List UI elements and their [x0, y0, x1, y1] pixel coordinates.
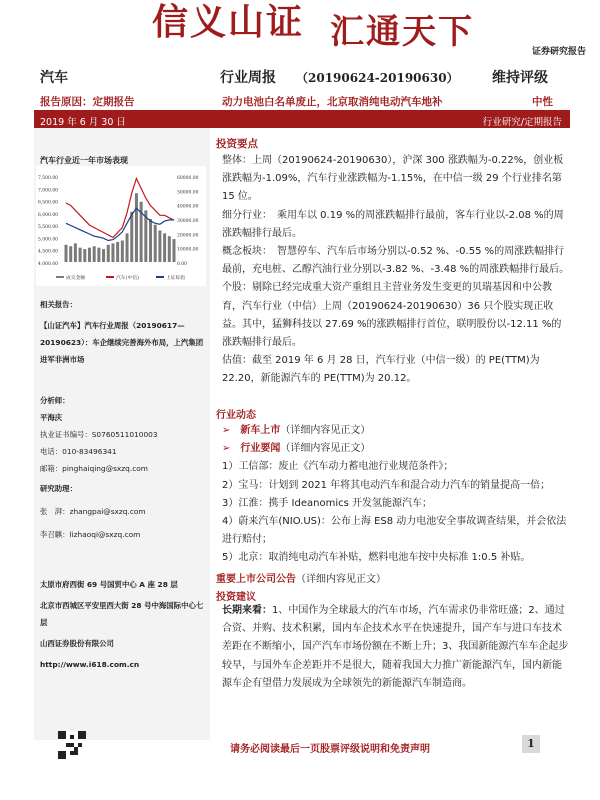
report-reason: 报告原因：定期报告 [40, 96, 135, 108]
right-tick-label: 30000.00 [177, 219, 199, 224]
headline: 动力电池白名单废止，北京取消纯电动汽车地补 [222, 96, 443, 108]
right-tick-label: 50000.00 [177, 190, 199, 196]
news-item: 3）江淮：携手 Ideanomics 开发氢能源汽车； [222, 497, 432, 509]
legend-swatch [156, 276, 164, 278]
volume-bar [121, 241, 124, 263]
company-website[interactable]: http://www.i618.com.cn [40, 660, 140, 669]
arrow-icon: ➢ [222, 443, 231, 455]
news-detail: （详细内容见正文） [280, 443, 371, 455]
right-tick-label: 40000.00 [177, 204, 199, 210]
assistant-section [40, 480, 208, 543]
news-link[interactable]: 行业要闻 [240, 443, 281, 455]
key-points-body [222, 152, 570, 389]
related-section [40, 296, 208, 368]
address-section [40, 576, 208, 673]
left-tick-label: 5,000.00 [38, 237, 59, 243]
right-tick-label: 60000.00 [177, 176, 199, 181]
news-item: 5）北京：取消纯电动汽车补贴，燃料电池车按中央标准 1:0.5 补贴。 [222, 552, 531, 564]
para-stocks: 个股：剔除已经完成重大资产重组且主营业务发生变更的贝瑞基因和中公教育，汽车行业（中信）上周（20190624-20190630）36 只个股实现正收益。其中，猛狮科技以 27.69 %的涨跌幅排行首位，联明股份以-12.11 %的涨跌幅排行最后。 [222, 282, 562, 349]
left-tick-label: 4,000.00 [38, 262, 59, 267]
chart-title: 汽车行业近一年市场表现 [40, 156, 128, 165]
volume-bar [135, 193, 138, 262]
company-announcements-link[interactable]: 重要上市公司公告 [216, 574, 296, 585]
address-taiyuan: 太原市府西街 69 号国贸中心 A 座 28 层 [40, 580, 178, 589]
volume-bar [97, 248, 100, 262]
left-tick-label: 6,000.00 [38, 212, 59, 218]
news-item: 1）工信部：废止《汽车动力蓄电池行业规范条件》； [222, 461, 454, 473]
volume-bar [173, 239, 176, 262]
news-line [222, 440, 570, 458]
advice-lead: 长期来看： [222, 605, 272, 616]
related-title: 相关报告： [40, 300, 77, 309]
assistant-2[interactable]: 李召麒：lizhaoqi@sxzq.com [40, 530, 141, 539]
volume-bar [130, 212, 133, 262]
date-range: （20190624-20190630） [296, 71, 459, 85]
section-title-key-points: 投资要点 [216, 138, 258, 150]
volume-bar [168, 236, 171, 262]
brand-header-logo [0, 0, 600, 66]
assistant-title: 研究助理： [40, 484, 77, 493]
logo-subtitle: 证券研究报告 [531, 47, 586, 57]
report-date: 2019 年 6 月 30 日 [40, 117, 126, 128]
section-title-industry-dynamics: 行业动态 [216, 410, 256, 421]
para-valuation: 估值：截至 2019 年 6 月 28 日，汽车行业（中信一级）的 PE(TTM)为 22.20，新能源汽车的 PE(TTM)为 20.12。 [222, 355, 540, 385]
report-category: 行业研究/定期报告 [482, 117, 562, 128]
news-item: 2）宝马：计划到 2021 年将其电动汽车和混合动力汽车的销量提高一倍； [222, 479, 551, 491]
legend-label: 成交金额 [66, 276, 86, 281]
new-cars-line [222, 422, 570, 440]
volume-bar [93, 246, 96, 262]
logo-text-right: 汇通天下 [330, 12, 474, 52]
new-cars-detail: （详细内容见正文） [280, 425, 371, 436]
volume-bar [111, 243, 114, 262]
volume-bar [158, 230, 161, 262]
news-item: 4）蔚来汽车(NIO.US)：公布上海 ES8 动力电池安全事故调查结果，并会依法进行赔付； [222, 516, 567, 546]
qr-code-icon [58, 731, 86, 759]
address-beijing: 北京市西城区平安里西大街 28 号中海国际中心七层 [40, 601, 204, 627]
license-number: 执业证书编号：S0760511010003 [40, 430, 158, 439]
left-tick-label: 6,500.00 [38, 200, 59, 206]
market-performance-chart [36, 166, 206, 286]
left-tick-label: 4,500.00 [38, 249, 59, 255]
left-tick-label: 7,000.00 [38, 188, 59, 194]
volume-bar [140, 202, 143, 262]
assistant-1[interactable]: 张 湃：zhangpai@sxzq.com [40, 507, 146, 516]
chart-legend [56, 274, 185, 281]
left-tick-label: 7,500.00 [38, 176, 59, 181]
page-number: 1 [522, 735, 540, 753]
industry-dynamics-body [222, 422, 570, 568]
para-subsector: 细分行业： 乘用车以 0.19 %的周涨跌幅排行最前，客车行业以-2.08 %的周涨跌幅排行最后。 [222, 209, 564, 239]
advice-body [222, 602, 570, 693]
volume-bar [154, 225, 157, 262]
rating-title: 维持评级 [492, 70, 548, 86]
arrow-icon: ➢ [222, 425, 231, 436]
analyst-email[interactable]: 邮箱：pinghaiqing@sxzq.com [40, 464, 148, 473]
volume-bar [69, 246, 72, 262]
volume-bar [83, 249, 86, 262]
right-tick-label: 20000.00 [177, 233, 199, 239]
volume-bar [149, 219, 152, 262]
volume-bar [107, 245, 110, 262]
volume-bar [116, 242, 119, 262]
right-tick-label: 0.00 [177, 262, 188, 267]
company-announcements-line [216, 570, 386, 585]
volume-bar [88, 248, 91, 262]
section-title-advice: 投资建议 [216, 592, 256, 603]
disclaimer-note: 请务必阅读最后一页股票评级说明和免责声明 [230, 744, 430, 755]
report-type: 行业周报 [220, 70, 276, 86]
legend-label: 汽车(中信) [116, 276, 139, 281]
legend-swatch [106, 276, 114, 278]
advice-text: 1、中国作为全球最大的汽车市场，汽车需求仍非常旺盛；2、通过合资、并购、技术积累，国内车企技术水平在快速提升，国产车与进口车技术差距在不断缩小，国产汽车市场份额在不断上升；3、我国新能源汽车车企起步较早，与国外车企差距并不是很大，随着我国大力推广新能源汽车，国内新能源车企有望借力发展成为全球领先的新能源汽车制造商。 [222, 605, 569, 689]
analyst-section [40, 392, 208, 477]
para-concepts: 概念板块： 智慧停车、汽车后市场分别以-0.52 %、-0.55 %的周涨跌幅排行最前，充电桩、乙醇汽油行业分别以-3.82 %、-3.48 %的周涨跌幅排行最后。 [222, 246, 570, 276]
date-bar [34, 112, 570, 128]
volume-bar [65, 245, 68, 262]
related-report-link[interactable]: 【山证汽车】汽车行业周报（20190617—20190623）：车企继续完善海外布局，上汽集团进军非洲市场 [40, 321, 204, 364]
legend-label: 上证综指 [166, 276, 186, 281]
new-cars-link[interactable]: 新车上市 [240, 425, 281, 436]
sector-title: 汽车 [40, 70, 68, 86]
analyst-phone: 电话：010-83496341 [40, 447, 117, 456]
chart-background [36, 166, 206, 286]
analyst-title: 分析师： [40, 396, 70, 405]
logo-text-left: 信义山证 [152, 1, 305, 43]
volume-bar [163, 233, 166, 262]
volume-bar [126, 233, 129, 262]
para-overall: 整体：上周（20190624-20190630），沪深 300 涨跌幅为-0.22%，创业板涨跌幅为-1.09%，汽车行业涨跌幅为-1.15%，在中信一级 29 个行业排名第 15 位。 [222, 155, 564, 203]
volume-bar [79, 248, 82, 262]
legend-swatch [56, 276, 64, 278]
rating-value: 中性 [532, 96, 553, 108]
company-name: 山西证券股份有限公司 [40, 639, 114, 648]
analyst-name: 平海庆 [40, 413, 63, 422]
volume-bar [102, 249, 105, 262]
volume-bar [74, 243, 77, 262]
right-tick-label: 10000.00 [177, 247, 199, 253]
left-tick-label: 5,500.00 [38, 225, 59, 231]
company-announcements-detail: （详细内容见正文） [296, 574, 386, 585]
